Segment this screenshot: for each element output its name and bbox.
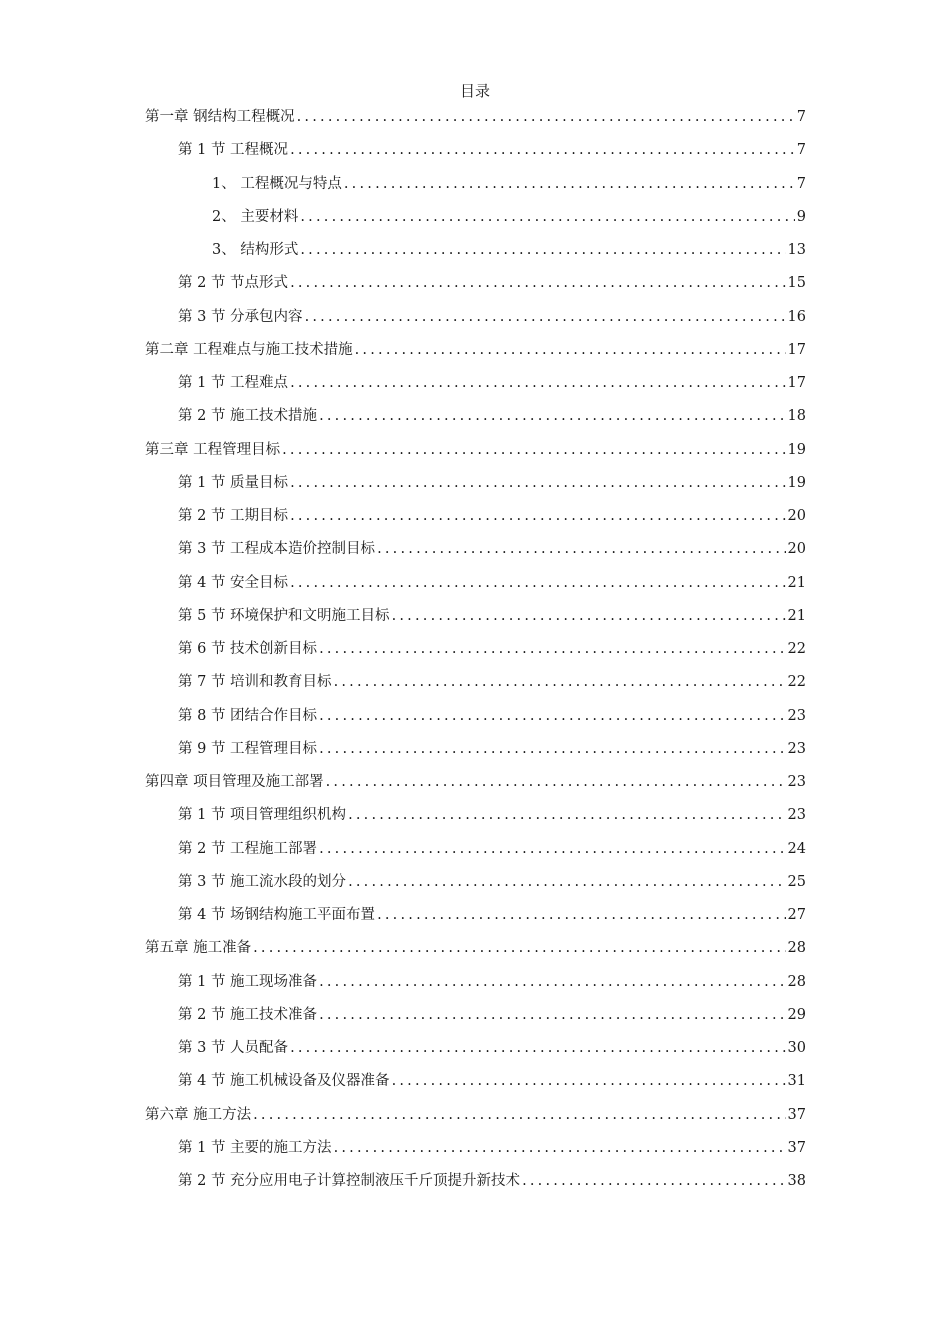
toc-page-number: 25 — [787, 873, 806, 890]
toc-dot-leader — [332, 670, 786, 694]
toc-page-number: 37 — [787, 1106, 806, 1123]
toc-entry-label: 第 1 节 工程概况 — [178, 142, 289, 159]
toc-entry-label: 第 2 节 节点形式 — [178, 275, 289, 292]
toc-chapter-entry[interactable] — [145, 1103, 806, 1127]
toc-section-entry[interactable] — [178, 271, 806, 295]
toc-page-number: 23 — [787, 740, 806, 757]
toc-page-number: 17 — [787, 375, 806, 391]
toc-page-number: 7 — [796, 109, 806, 125]
toc-section-entry[interactable] — [178, 537, 806, 561]
toc-dot-leader — [295, 105, 795, 129]
toc-page-number: 20 — [787, 541, 806, 558]
toc-dot-leader — [520, 1169, 785, 1193]
toc-page-number: 21 — [787, 607, 806, 624]
toc-section-entry[interactable] — [178, 737, 806, 761]
toc-page-number: 24 — [787, 840, 806, 857]
toc-page-number: 9 — [796, 208, 806, 225]
toc-entry-label: 3、 结构形式 — [212, 242, 299, 258]
toc-entry-label: 第一章 钢结构工程概况 — [145, 109, 295, 125]
toc-page-number: 23 — [787, 807, 806, 824]
toc-section-entry[interactable] — [178, 637, 806, 661]
toc-subsection-entry[interactable] — [212, 238, 806, 262]
toc-entry-label: 第 3 节 工程成本造价控制目标 — [178, 541, 376, 558]
toc-entry-label: 第 4 节 施工机械设备及仪器准备 — [178, 1073, 390, 1090]
toc-dot-leader — [346, 870, 785, 894]
toc-dot-leader — [332, 1136, 786, 1160]
toc-dot-leader — [317, 637, 785, 661]
toc-section-entry[interactable] — [178, 604, 806, 628]
toc-page-number: 18 — [787, 408, 806, 425]
toc-chapter-entry[interactable] — [145, 770, 806, 794]
toc-entry-label: 第 3 节 人员配备 — [178, 1040, 289, 1056]
toc-page-number: 28 — [787, 940, 806, 957]
toc-entry-label: 第 1 节 主要的施工方法 — [178, 1139, 332, 1156]
toc-entry-label: 第 3 节 分承包内容 — [178, 308, 303, 325]
toc-page-number: 7 — [796, 175, 806, 192]
toc-dot-leader — [353, 338, 786, 362]
toc-section-entry[interactable] — [178, 704, 806, 728]
toc-entry-label: 第 2 节 施工技术准备 — [178, 1006, 318, 1023]
toc-title: 目录 — [459, 82, 490, 100]
toc-section-entry[interactable] — [178, 571, 806, 595]
toc-dot-leader — [298, 205, 794, 229]
toc-dot-leader — [288, 138, 795, 162]
toc-dot-leader — [342, 172, 795, 196]
toc-entry-label: 第 1 节 施工现场准备 — [178, 973, 318, 990]
toc-page-number: 28 — [787, 973, 806, 990]
toc-section-entry[interactable] — [178, 138, 806, 162]
toc-section-entry[interactable] — [178, 837, 806, 861]
toc-entry-label: 第 2 节 工程施工部署 — [178, 840, 318, 857]
toc-entry-label: 第 9 节 工程管理目标 — [178, 740, 318, 757]
toc-page-number: 22 — [787, 641, 806, 657]
toc-entry-label: 第 5 节 环境保护和文明施工目标 — [178, 607, 390, 624]
toc-entry-label: 第 4 节 场钢结构施工平面布置 — [178, 907, 376, 923]
toc-page-number: 23 — [787, 707, 806, 724]
toc-chapter-entry[interactable] — [145, 438, 806, 462]
toc-dot-leader — [317, 704, 785, 728]
toc-entry-label: 第 1 节 质量目标 — [178, 474, 289, 491]
toc-entry-label: 第 3 节 施工流水段的划分 — [178, 873, 347, 890]
toc-section-entry[interactable] — [178, 504, 806, 528]
toc-section-entry[interactable] — [178, 803, 806, 827]
toc-chapter-entry[interactable] — [145, 338, 806, 362]
toc-entry-label: 第二章 工程难点与施工技术措施 — [145, 341, 353, 358]
toc-entry-label: 第五章 施工准备 — [145, 940, 252, 957]
toc-entry-label: 第 7 节 培训和教育目标 — [178, 674, 332, 691]
toc-chapter-entry[interactable] — [145, 936, 806, 960]
toc-dot-leader — [390, 1069, 786, 1093]
toc-dot-leader — [303, 305, 786, 329]
toc-dot-leader — [288, 571, 785, 595]
toc-section-entry[interactable] — [178, 471, 806, 495]
toc-section-entry[interactable] — [178, 670, 806, 694]
toc-section-entry[interactable] — [178, 1069, 806, 1093]
toc-subsection-entry[interactable] — [212, 172, 806, 196]
toc-dot-leader — [390, 604, 786, 628]
toc-dot-leader — [317, 1003, 785, 1027]
toc-dot-leader — [288, 371, 785, 395]
toc-entry-label: 第三章 工程管理目标 — [145, 441, 281, 458]
toc-entry-label: 1、 工程概况与特点 — [212, 175, 342, 192]
toc-dot-leader — [346, 803, 785, 827]
toc-dot-leader — [317, 737, 785, 761]
toc-section-entry[interactable] — [178, 371, 806, 395]
toc-page-number: 38 — [787, 1173, 806, 1189]
toc-page-number: 30 — [787, 1040, 806, 1056]
toc-dot-leader — [288, 1036, 785, 1060]
toc-page-number: 31 — [787, 1073, 806, 1090]
toc-section-entry[interactable] — [178, 1003, 806, 1027]
toc-page-number: 20 — [787, 508, 806, 524]
toc-dot-leader — [251, 936, 785, 960]
toc-entry-label: 第四章 项目管理及施工部署 — [145, 774, 324, 790]
toc-section-entry[interactable] — [178, 1136, 806, 1160]
toc-entry-label: 2、 主要材料 — [212, 208, 299, 225]
toc-entry-label: 第 2 节 工期目标 — [178, 508, 289, 524]
toc-section-entry[interactable] — [178, 404, 806, 428]
toc-section-entry[interactable] — [178, 903, 806, 927]
toc-dot-leader — [375, 537, 785, 561]
toc-entry-label: 第 2 节 充分应用电子计算控制液压千斤顶提升新技术 — [178, 1173, 521, 1189]
toc-page-number: 21 — [787, 574, 806, 591]
toc-entry-label: 第 1 节 工程难点 — [178, 375, 289, 391]
toc-dot-leader — [375, 903, 785, 927]
toc-dot-leader — [317, 970, 785, 994]
toc-dot-leader — [288, 471, 785, 495]
toc-page-number: 19 — [787, 474, 806, 491]
toc-entry-label: 第六章 施工方法 — [145, 1106, 252, 1123]
toc-section-entry[interactable] — [178, 1169, 806, 1193]
toc-dot-leader — [317, 404, 785, 428]
toc-page-number: 29 — [787, 1006, 806, 1023]
toc-page-number: 37 — [787, 1139, 806, 1156]
toc-page-number: 16 — [787, 308, 806, 325]
toc-dot-leader — [288, 504, 785, 528]
toc-page-number: 27 — [787, 907, 806, 923]
toc-entry-label: 第 2 节 施工技术措施 — [178, 408, 318, 425]
toc-page-number: 17 — [787, 341, 806, 358]
toc-page-number: 13 — [787, 242, 806, 258]
toc-page-number: 7 — [796, 142, 806, 159]
toc-page-number: 23 — [787, 774, 806, 790]
toc-section-entry[interactable] — [178, 1036, 806, 1060]
toc-chapter-entry[interactable] — [145, 105, 806, 129]
toc-section-entry[interactable] — [178, 870, 806, 894]
toc-dot-leader — [324, 770, 786, 794]
toc-subsection-entry[interactable] — [212, 205, 806, 229]
toc-dot-leader — [317, 837, 785, 861]
toc-entry-label: 第 6 节 技术创新目标 — [178, 641, 318, 657]
toc-page-number: 15 — [787, 275, 806, 292]
toc-entry-label: 第 1 节 项目管理组织机构 — [178, 807, 347, 824]
toc-entry-label: 第 8 节 团结合作目标 — [178, 707, 318, 724]
toc-section-entry[interactable] — [178, 970, 806, 994]
toc-dot-leader — [280, 438, 785, 462]
toc-entry-label: 第 4 节 安全目标 — [178, 574, 289, 591]
toc-page-number: 22 — [787, 674, 806, 691]
toc-dot-leader — [288, 271, 785, 295]
toc-page-number: 19 — [787, 441, 806, 458]
toc-section-entry[interactable] — [178, 305, 806, 329]
toc-dot-leader — [298, 238, 785, 262]
toc-dot-leader — [251, 1103, 785, 1127]
